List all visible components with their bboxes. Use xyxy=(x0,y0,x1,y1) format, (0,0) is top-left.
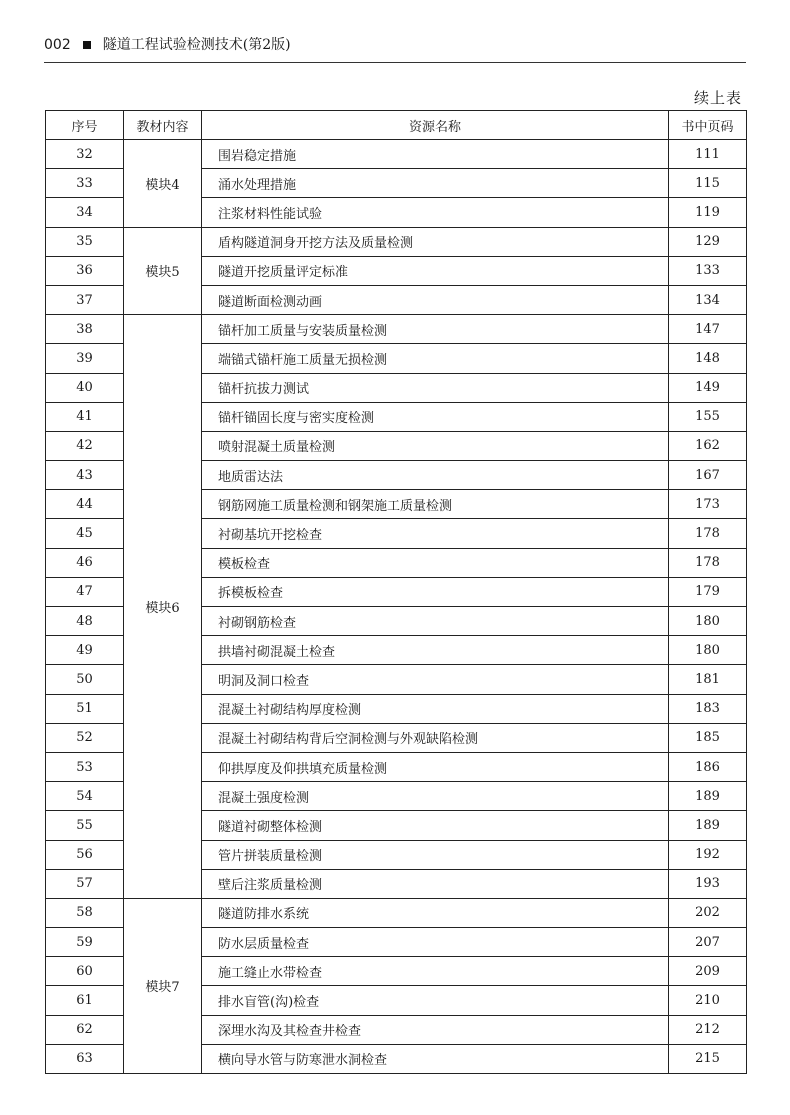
book-title: 隧道工程试验检测技术(第2版) xyxy=(102,37,291,53)
serial-number-cell: 43 xyxy=(46,461,124,490)
resource-name-cell: 隧道衬砌整体检测 xyxy=(202,811,669,840)
running-head xyxy=(44,34,746,63)
serial-number-cell: 32 xyxy=(46,140,124,169)
page-number-cell: 162 xyxy=(669,431,747,460)
resource-name-cell: 施工缝止水带检查 xyxy=(202,957,669,986)
serial-number-cell: 42 xyxy=(46,431,124,460)
serial-number-cell: 49 xyxy=(46,636,124,665)
page-number-cell: 180 xyxy=(669,636,747,665)
resource-name-cell: 喷射混凝土质量检测 xyxy=(202,431,669,460)
page-number-cell: 149 xyxy=(669,373,747,402)
serial-number-cell: 58 xyxy=(46,898,124,927)
serial-number-cell: 36 xyxy=(46,256,124,285)
page-number-cell: 186 xyxy=(669,752,747,781)
resource-name-cell: 明洞及洞口检查 xyxy=(202,665,669,694)
serial-number-cell: 63 xyxy=(46,1044,124,1073)
serial-number-cell: 55 xyxy=(46,811,124,840)
serial-number-cell: 48 xyxy=(46,607,124,636)
resource-name-cell: 混凝土衬砌结构厚度检测 xyxy=(202,694,669,723)
serial-number-cell: 59 xyxy=(46,928,124,957)
serial-number-cell: 39 xyxy=(46,344,124,373)
module-cell: 模块6 xyxy=(124,315,202,899)
resource-name-cell: 地质雷达法 xyxy=(202,461,669,490)
page-number-cell: 189 xyxy=(669,811,747,840)
resource-name-cell: 注浆材料性能试验 xyxy=(202,198,669,227)
module-cell: 模块7 xyxy=(124,898,202,1073)
page-number-cell: 178 xyxy=(669,548,747,577)
resource-name-cell: 端锚式锚杆施工质量无损检测 xyxy=(202,344,669,373)
resource-name-cell: 衬砌钢筋检查 xyxy=(202,607,669,636)
page-number-cell: 173 xyxy=(669,490,747,519)
serial-number-cell: 57 xyxy=(46,869,124,898)
table-row xyxy=(46,898,747,927)
resource-name-cell: 隧道断面检测动画 xyxy=(202,285,669,314)
resource-name-cell: 盾构隧道洞身开挖方法及质量检测 xyxy=(202,227,669,256)
page-number-cell: 193 xyxy=(669,869,747,898)
serial-number-cell: 34 xyxy=(46,198,124,227)
serial-number-cell: 40 xyxy=(46,373,124,402)
page-number-cell: 134 xyxy=(669,285,747,314)
resource-name-cell: 管片拼装质量检测 xyxy=(202,840,669,869)
page-number-cell: 212 xyxy=(669,1015,747,1044)
page-number-cell: 210 xyxy=(669,986,747,1015)
resource-name-cell: 隧道防排水系统 xyxy=(202,898,669,927)
resource-name-cell: 锚杆锚固长度与密实度检测 xyxy=(202,402,669,431)
header-serial: 序号 xyxy=(46,111,124,140)
page-number-cell: 209 xyxy=(669,957,747,986)
page-number-cell: 119 xyxy=(669,198,747,227)
page-number-cell: 179 xyxy=(669,577,747,606)
table-body xyxy=(46,140,747,1074)
table-header-row xyxy=(46,111,747,140)
square-bullet-icon xyxy=(83,41,91,49)
page-number: 002 xyxy=(44,37,71,53)
resource-name-cell: 防水层质量检查 xyxy=(202,928,669,957)
resource-name-cell: 锚杆加工质量与安装质量检测 xyxy=(202,315,669,344)
resource-name-cell: 混凝土衬砌结构背后空洞检测与外观缺陷检测 xyxy=(202,723,669,752)
module-cell: 模块4 xyxy=(124,140,202,228)
table-row xyxy=(46,227,747,256)
serial-number-cell: 62 xyxy=(46,1015,124,1044)
serial-number-cell: 51 xyxy=(46,694,124,723)
resource-name-cell: 仰拱厚度及仰拱填充质量检测 xyxy=(202,752,669,781)
page-number-cell: 167 xyxy=(669,461,747,490)
serial-number-cell: 37 xyxy=(46,285,124,314)
resource-name-cell: 钢筋网施工质量检测和钢架施工质量检测 xyxy=(202,490,669,519)
header-resource-name: 资源名称 xyxy=(202,111,669,140)
header-content: 教材内容 xyxy=(124,111,202,140)
page-number-cell: 178 xyxy=(669,519,747,548)
page-number-cell: 181 xyxy=(669,665,747,694)
serial-number-cell: 52 xyxy=(46,723,124,752)
serial-number-cell: 56 xyxy=(46,840,124,869)
table-row xyxy=(46,140,747,169)
serial-number-cell: 41 xyxy=(46,402,124,431)
resource-name-cell: 隧道开挖质量评定标准 xyxy=(202,256,669,285)
serial-number-cell: 44 xyxy=(46,490,124,519)
serial-number-cell: 33 xyxy=(46,169,124,198)
page-number-cell: 185 xyxy=(669,723,747,752)
serial-number-cell: 50 xyxy=(46,665,124,694)
serial-number-cell: 45 xyxy=(46,519,124,548)
page-number-cell: 183 xyxy=(669,694,747,723)
serial-number-cell: 35 xyxy=(46,227,124,256)
page-number-cell: 189 xyxy=(669,782,747,811)
serial-number-cell: 54 xyxy=(46,782,124,811)
serial-number-cell: 61 xyxy=(46,986,124,1015)
page-number-cell: 155 xyxy=(669,402,747,431)
resource-name-cell: 横向导水管与防寒泄水洞检查 xyxy=(202,1044,669,1073)
page-number-cell: 111 xyxy=(669,140,747,169)
page-number-cell: 180 xyxy=(669,607,747,636)
page-number-cell: 148 xyxy=(669,344,747,373)
resource-table xyxy=(45,110,747,1074)
serial-number-cell: 38 xyxy=(46,315,124,344)
page-number-cell: 215 xyxy=(669,1044,747,1073)
continued-label: 续上表 xyxy=(693,89,742,107)
resource-name-cell: 涌水处理措施 xyxy=(202,169,669,198)
resource-name-cell: 衬砌基坑开挖检查 xyxy=(202,519,669,548)
header-page: 书中页码 xyxy=(669,111,747,140)
resource-name-cell: 拱墙衬砌混凝土检查 xyxy=(202,636,669,665)
page-number-cell: 192 xyxy=(669,840,747,869)
resource-name-cell: 模板检查 xyxy=(202,548,669,577)
resource-name-cell: 壁后注浆质量检测 xyxy=(202,869,669,898)
table-row xyxy=(46,315,747,344)
serial-number-cell: 60 xyxy=(46,957,124,986)
page-number-cell: 207 xyxy=(669,928,747,957)
serial-number-cell: 53 xyxy=(46,752,124,781)
resource-name-cell: 拆模板检查 xyxy=(202,577,669,606)
serial-number-cell: 47 xyxy=(46,577,124,606)
page-number-cell: 147 xyxy=(669,315,747,344)
serial-number-cell: 46 xyxy=(46,548,124,577)
module-cell: 模块5 xyxy=(124,227,202,315)
resource-name-cell: 混凝土强度检测 xyxy=(202,782,669,811)
resource-name-cell: 排水盲管(沟)检查 xyxy=(202,986,669,1015)
resource-name-cell: 深埋水沟及其检查井检查 xyxy=(202,1015,669,1044)
page-number-cell: 133 xyxy=(669,256,747,285)
resource-name-cell: 围岩稳定措施 xyxy=(202,140,669,169)
resource-name-cell: 锚杆抗拔力测试 xyxy=(202,373,669,402)
page-number-cell: 129 xyxy=(669,227,747,256)
page-number-cell: 115 xyxy=(669,169,747,198)
page-number-cell: 202 xyxy=(669,898,747,927)
